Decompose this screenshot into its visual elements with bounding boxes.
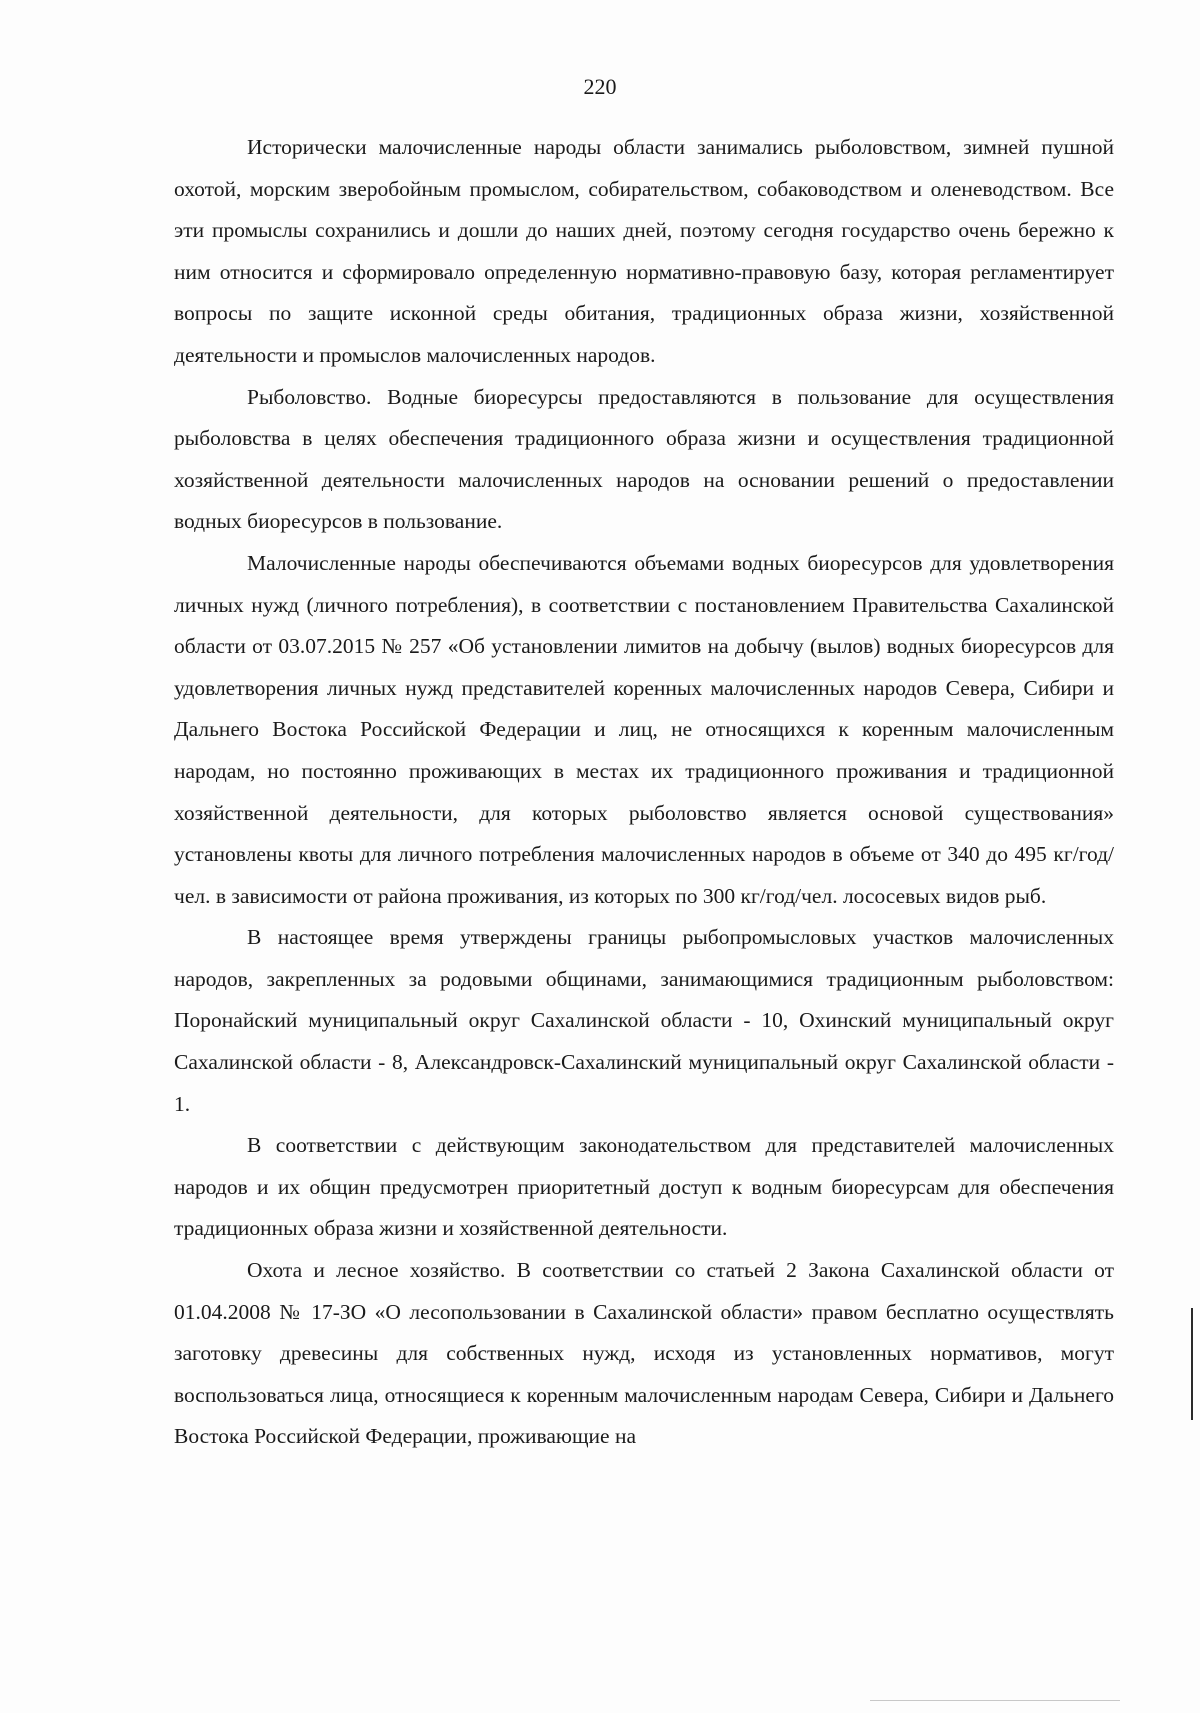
document-body (174, 127, 1114, 1458)
paragraph-fishing: Рыболовство. Водные биоресурсы предоставляются в пользование для осуществления рыболовства в целях обеспечения традиционного образа жизни и осуществления традиционной хозяйственной деятельности малочисленных народов на основании решений о предоставлении водных биоресурсов в пользование. (174, 384, 1114, 534)
paragraph-fishing-areas: В настоящее время утверждены границы рыбопромысловых участков малочисленных народов, закрепленных за родовыми общинами, занимающимися традиционным рыболовством: Поронайский муниципальный округ Сахалинской области - 10, Охинский муниципальный округ Сахалинской области - 8, Александровск-Сахалинский муниципальный округ Сахалинской области - 1. (174, 925, 1114, 1116)
paragraph-hunting-forestry: Охота и лесное хозяйство. В соответствии со статьей 2 Закона Сахалинской области от 01.04.2008 № 17-ЗО «О лесопользовании в Сахалинской области» правом бесплатно осуществлять заготовку древесины для собственных нужд, исходя из установленных нормативов, могут воспользоваться лица, относящиеся к коренным малочисленным народам Севера, Сибири и Дальнего Востока Российской Федерации, проживающие на (174, 1258, 1114, 1449)
paragraph-fish-quotas: Малочисленные народы обеспечиваются объемами водных биоресурсов для удовлетворения личных нужд (личного потребления), в соответствии с постановлением Правительства Сахалинской области от 03.07.2015 № 257 «Об установлении лимитов на добычу (вылов) водных биоресурсов для удовлетворения личных нужд представителей коренных малочисленных народов Севера, Сибири и Дальнего Востока Российской Федерации и лиц, не относящихся к коренным малочисленным народам, но постоянно проживающих в местах их традиционного проживания и традиционной хозяйственной деятельности, для которых рыболовство является основой существования» установлены квоты для личного потребления малочисленных народов в объеме от 340 до 495 кг/год/чел. в зависимости от района проживания, из которых по 300 кг/год/чел. лососевых видов рыб. (174, 550, 1114, 908)
scan-edge-mark (1191, 1308, 1193, 1420)
scan-bottom-line (870, 1700, 1120, 1701)
paragraph-priority-access: В соответствии с действующим законодательством для представителей малочисленных народов и их общин предусмотрен приоритетный доступ к водным биоресурсам для обеспечения традиционных образа жизни и хозяйственной деятельности. (174, 1133, 1114, 1241)
paragraph-traditional-crafts: Исторически малочисленные народы области занимались рыболовством, зимней пушной охотой, морским зверобойным промыслом, собирательством, собаководством и оленеводством. Все эти промыслы сохранились и дошли до наших дней, поэтому сегодня государство очень бережно к ним относится и сформировало определенную нормативно-правовую базу, которая регламентирует вопросы по защите исконной среды обитания, традиционных образа жизни, хозяйственной деятельности и промыслов малочисленных народов. (174, 135, 1114, 367)
page-number: 220 (583, 74, 617, 99)
